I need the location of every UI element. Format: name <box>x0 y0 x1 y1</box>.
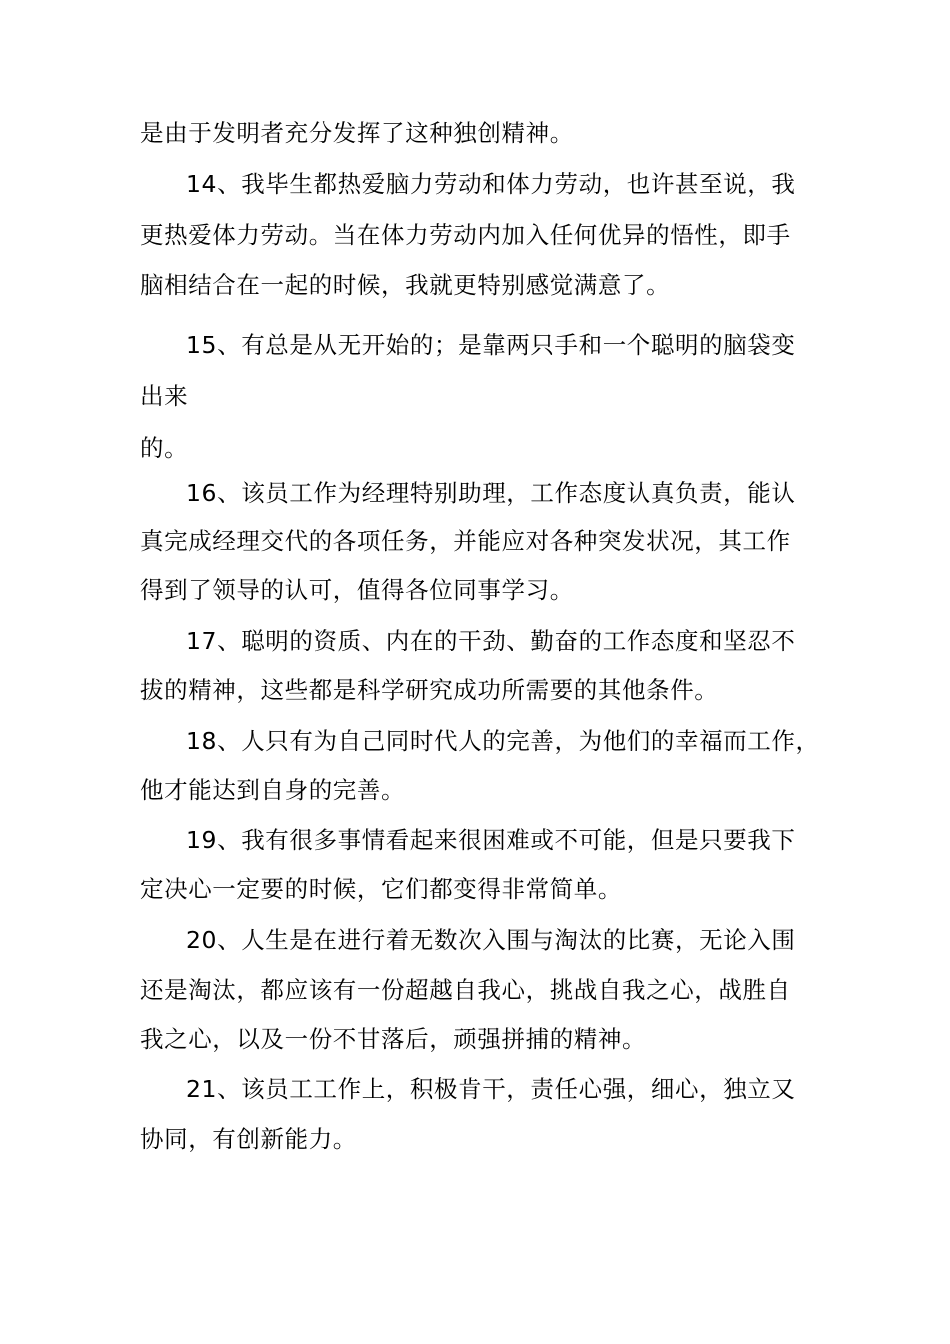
text-line: 15、有总是从无开始的；是靠两只手和一个聪明的脑袋变 <box>186 331 796 359</box>
text-line: 16、该员工作为经理特别助理，工作态度认真负责，能认 <box>186 479 796 507</box>
text-line: 18、人只有为自己同时代人的完善，为他们的幸福而工作， <box>186 727 820 755</box>
text-line: 的。 <box>140 434 189 462</box>
text-line: 是由于发明者充分发挥了这种独创精神。 <box>140 119 574 147</box>
text-line: 20、人生是在进行着无数次入围与淘汰的比赛，无论入围 <box>186 926 796 954</box>
text-line: 更热爱体力劳动。当在体力劳动内加入任何优异的悟性，即手 <box>140 221 791 249</box>
text-line: 脑相结合在一起的时候，我就更特别感觉满意了。 <box>140 271 671 299</box>
text-line: 17、聪明的资质、内在的干劲、勤奋的工作态度和坚忍不 <box>186 627 796 655</box>
text-line: 拔的精神，这些都是科学研究成功所需要的其他条件。 <box>140 676 719 704</box>
text-line: 还是淘汰，都应该有一份超越自我心，挑战自我之心，战胜自 <box>140 976 791 1004</box>
text-line: 出来 <box>140 382 189 410</box>
text-line: 他才能达到自身的完善。 <box>140 776 406 804</box>
text-line: 21、该员工工作上，积极肯干，责任心强，细心，独立又 <box>186 1075 796 1103</box>
text-line: 得到了领导的认可，值得各位同事学习。 <box>140 576 574 604</box>
text-line: 我之心，以及一份不甘落后，顽强拼捕的精神。 <box>140 1025 647 1053</box>
text-line: 14、我毕生都热爱脑力劳动和体力劳动，也许甚至说，我 <box>186 170 796 198</box>
text-line: 19、我有很多事情看起来很困难或不可能，但是只要我下 <box>186 826 796 854</box>
text-line: 协同，有创新能力。 <box>140 1125 357 1153</box>
text-line: 定决心一定要的时候，它们都变得非常简单。 <box>140 875 622 903</box>
text-line: 真完成经理交代的各项任务，并能应对各种突发状况，其工作 <box>140 527 791 555</box>
